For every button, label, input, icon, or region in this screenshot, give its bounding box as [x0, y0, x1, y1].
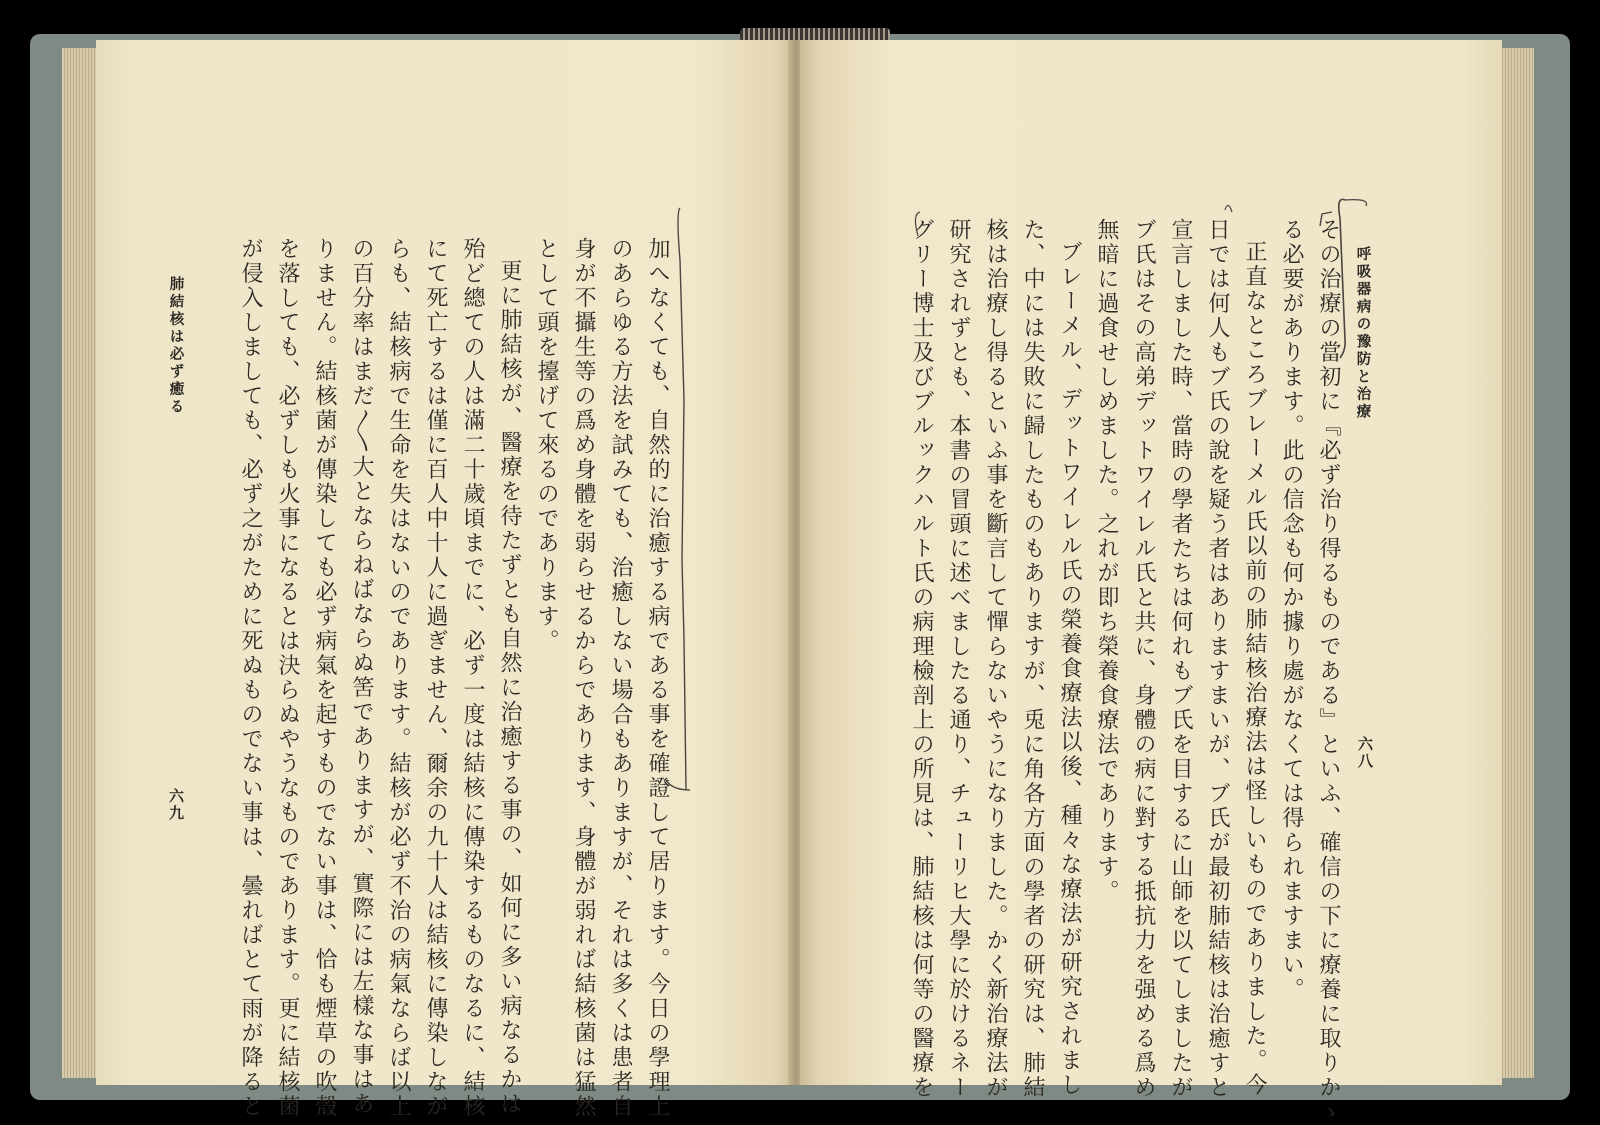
right-text-column-11: 研究されずとも、本書の冒頭に述べましたる通り、チューリヒ大學に於けるネー — [946, 218, 971, 1100]
running-foot: 肺結核は必ず癒る — [167, 276, 185, 416]
right-text-column-6: ブ氏はその高弟デットワイレル氏と共に、身體の病に對する抵抗力を强める爲め — [1131, 218, 1156, 1100]
left-text-column-8: らも、結核病で生命を失はないのであります。結核が必ず不治の病氣ならば以上 — [386, 237, 411, 1119]
right-page — [800, 40, 1502, 1125]
left-text-column-1: 加へなくても、自然的に治癒する病である事を確證して居ります。今日の學理上 — [645, 237, 670, 1119]
right-text-column-5: 宣言しました時、當時の學者たちは何れもブ氏を目するに山師を以てしましたが — [1168, 218, 1193, 1100]
right-page-folio: 六八 — [1356, 736, 1374, 770]
running-head: 呼吸器病の豫防と治療 — [1354, 246, 1372, 421]
page-edges-left — [62, 48, 98, 1078]
left-text-column-4: として頭を擡げて來るのであります。 — [534, 237, 559, 654]
right-text-column-10: 核は治療し得るといふ事を斷言して憚らないやうになりました。かく新治療法が — [983, 218, 1008, 1100]
right-text-column-4: 日では何人もブ氏の說を疑う者はありますまいが、ブ氏が最初肺結核は治癒すと — [1205, 218, 1230, 1100]
right-text-column-12: グリー博士及びブルックハルト氏の病理檢剖上の所見は、肺結核は何等の醫療を — [909, 218, 934, 1100]
right-text-column-8: ブレーメル、デットワイレル氏の榮養食療法以後、種々な療法が研究されまし — [1057, 240, 1082, 1098]
left-text-column-2: のあらゆる方法を試みても、治癒しない場合もありますが、それは多くは患者自 — [608, 237, 633, 1119]
left-text-column-5: 更に肺結核が、醫療を待たずとも自然に治癒する事の、如何に多い病なるかは — [497, 259, 522, 1117]
page-edges-right — [1500, 48, 1534, 1078]
left-text-column-10: りません。結核菌が傳染しても必ず病氣を起すものでない事は、恰も煙草の吹殼 — [312, 237, 337, 1119]
left-text-column-11: を落しても、必ずしも火事になるとは決らぬやうなものであります。更に結核菌 — [275, 237, 300, 1119]
left-text-column-3: 身が不攝生等の爲め身體を弱らせるからであります、身體が弱れば結核菌は猛然 — [571, 237, 596, 1119]
right-text-column-1: その治療の當初に『必ず治り得るものである』といふ、確信の下に療養に取りかゝ — [1316, 218, 1341, 1125]
left-text-column-9: の百分率はまだ〳〵大とならねばならぬ筈でありますが、實際には左樣な事はあ — [349, 237, 374, 1117]
right-text-column-7: 無暗に過食せしめました。之れが即ち榮養食療法であります。 — [1094, 218, 1119, 904]
right-text-column-2: る必要があります。此の信念も何か據り處がなくては得られますまい。 — [1279, 218, 1304, 1002]
left-text-column-6: 殆ど總ての人は滿二十歲頃までに、必ず一度は結核に傳染するものなるに、結核 — [460, 237, 485, 1119]
left-text-column-12: が侵入しましても、必ず之がために死ぬものでない事は、曇ればとて雨が降ると — [238, 237, 263, 1119]
right-text-column-9: た、中には失敗に歸したものもありますが、兎に角各方面の學者の研究は、肺結 — [1020, 218, 1045, 1100]
right-text-column-3: 正直なところブレーメル氏以前の肺結核治療法は怪しいものでありました。今 — [1242, 240, 1267, 1098]
left-page — [96, 40, 794, 1119]
left-page-folio: 六九 — [167, 788, 185, 822]
left-text-column-7: にて死亡するは僅に百人中十人に過ぎません、爾余の九十人は結核に傳染しなが — [423, 237, 448, 1119]
